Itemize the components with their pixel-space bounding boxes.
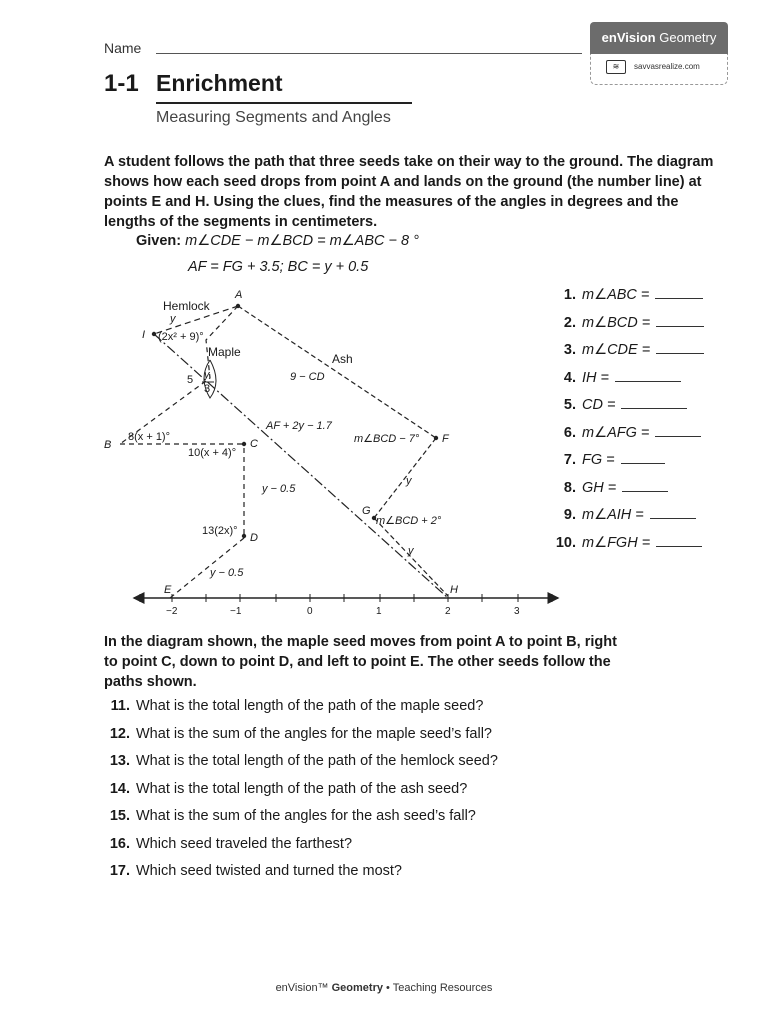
- expr-angle-D: 13(2x)°: [202, 525, 238, 537]
- given-equation-2: AF = FG + 3.5; BC = y + 0.5: [188, 259, 369, 275]
- expr-AF: AF + 2y − 1.7: [266, 420, 332, 432]
- tick-label: −2: [166, 606, 178, 617]
- question-text: GH =: [582, 479, 617, 496]
- question-item: [548, 339, 748, 367]
- title-rule: [156, 102, 412, 104]
- questions-right-list: [548, 284, 748, 559]
- brand-prefix: enVision: [601, 30, 656, 45]
- lesson-number: 1-1: [104, 70, 139, 97]
- question-text: Which seed traveled the farthest?: [136, 835, 353, 852]
- question-item: [104, 726, 664, 754]
- question-text: What is the total length of the path of the ash seed?: [136, 780, 468, 797]
- question-number: 6.: [563, 424, 576, 441]
- expr-angle-F: m∠BCD − 7°: [354, 433, 420, 445]
- answer-blank[interactable]: [650, 504, 696, 519]
- footer-course: Geometry: [331, 982, 383, 994]
- tick-label: 1: [376, 606, 382, 617]
- tick-label: 2: [445, 606, 451, 617]
- question-item: [104, 753, 664, 781]
- answer-blank[interactable]: [656, 532, 702, 547]
- point-label-I: I: [142, 329, 146, 341]
- question-number: 9.: [563, 507, 576, 523]
- name-line: [156, 53, 582, 54]
- question-item: [104, 698, 664, 726]
- question-text: m∠ABC =: [582, 287, 650, 303]
- question-item: [548, 367, 748, 395]
- point-label-H: H: [450, 584, 458, 596]
- question-number: 1.: [563, 287, 576, 303]
- question-item: [548, 449, 748, 477]
- lesson-subtitle: Measuring Segments and Angles: [156, 109, 391, 126]
- question-number: 12.: [109, 725, 130, 742]
- question-number: 2.: [563, 314, 576, 331]
- answer-blank[interactable]: [622, 477, 668, 492]
- expr-maple-five: 5: [187, 374, 194, 386]
- expr-maple-frac-num: y: [204, 369, 210, 381]
- question-text: What is the total length of the path of the hemlock seed?: [136, 753, 498, 769]
- expr-hemlock-y: y: [170, 313, 176, 325]
- question-text: m∠CDE =: [582, 342, 651, 358]
- expr-angle-B: 8(x + 1)°: [128, 431, 170, 443]
- answer-blank[interactable]: [621, 394, 687, 409]
- expr-DE: y − 0.5: [210, 567, 244, 579]
- question-item: [104, 781, 664, 809]
- given-line-1: [136, 233, 419, 249]
- question-number: 13.: [109, 753, 130, 769]
- question-item: [104, 863, 664, 891]
- point-label-E: E: [164, 584, 172, 596]
- page-footer: [0, 982, 768, 994]
- answer-blank[interactable]: [655, 284, 703, 299]
- question-number: 15.: [109, 808, 130, 824]
- expr-BC: 10(x + 4)°: [188, 447, 237, 459]
- question-text: What is the sum of the angles for the ash seed’s fall?: [136, 808, 476, 824]
- expr-FG: y: [406, 475, 412, 487]
- questions-bottom-list: [104, 698, 664, 891]
- expr-maple-frac-den: 3: [204, 383, 211, 395]
- tick-label: 0: [307, 606, 313, 617]
- question-item: [548, 312, 748, 340]
- maple-description: In the diagram shown, the maple seed moves from point A to point B, right to point C, down to point D, and left to point E. The other seeds follow the paths shown.: [104, 634, 617, 690]
- question-number: 3.: [563, 342, 576, 358]
- question-text: Which seed twisted and turned the most?: [136, 863, 402, 879]
- question-number: 4.: [563, 369, 576, 386]
- intro-paragraph: A student follows the path that three seeds take on their way to the ground. The diagram shows how each seed drops from point A and lands on the ground (the number line) at points E and H. Using the clues, find the measures of the angles in degrees and the lengths of the segments in centimeters.: [104, 154, 714, 230]
- question-number: 5.: [563, 397, 576, 413]
- question-text: CD =: [582, 397, 616, 413]
- point-label-A: A: [235, 289, 243, 301]
- given-equation-1: m∠CDE − m∠BCD = m∠ABC − 8 °: [185, 233, 419, 249]
- seed-label-hemlock: Hemlock: [163, 299, 210, 313]
- answer-blank[interactable]: [621, 449, 665, 464]
- name-label: Name: [104, 40, 142, 56]
- question-item: [548, 284, 748, 312]
- question-number: 8.: [563, 479, 576, 496]
- question-text: m∠FGH =: [582, 534, 651, 551]
- question-text: m∠AIH =: [582, 507, 644, 523]
- question-text: What is the sum of the angles for the maple seed’s fall?: [136, 725, 492, 742]
- question-item: [548, 532, 748, 560]
- question-item: [548, 504, 748, 532]
- answer-blank[interactable]: [656, 339, 704, 354]
- question-text: What is the total length of the path of the maple seed?: [136, 698, 484, 714]
- footer-brand: enVision™: [275, 982, 329, 994]
- answer-blank[interactable]: [615, 367, 681, 382]
- question-number: 17.: [109, 863, 130, 879]
- laptop-icon: ≋: [606, 60, 626, 74]
- question-item: [548, 477, 748, 505]
- footer-rest: • Teaching Resources: [386, 982, 493, 994]
- answer-blank[interactable]: [655, 422, 701, 437]
- tick-label: −1: [230, 606, 242, 617]
- question-number: 10.: [555, 534, 576, 551]
- point-label-F: F: [442, 433, 449, 445]
- question-item: [548, 422, 748, 450]
- point-label-C: C: [250, 438, 258, 450]
- question-text: m∠BCD =: [582, 314, 651, 331]
- point-label-D: D: [250, 532, 258, 544]
- expr-GH: y: [408, 545, 414, 557]
- brand-suffix: Geometry: [659, 30, 717, 45]
- tick-label: 3: [514, 606, 520, 617]
- question-item: [104, 808, 664, 836]
- question-text: IH =: [582, 369, 609, 386]
- question-number: 14.: [109, 780, 130, 797]
- seed-label-maple: Maple: [208, 345, 241, 359]
- lesson-title: Enrichment: [156, 70, 283, 96]
- expr-angle-G: m∠BCD + 2°: [376, 515, 442, 527]
- brand-badge: [590, 22, 728, 54]
- question-number: 7.: [563, 452, 576, 468]
- given-label: Given:: [136, 233, 182, 249]
- expr-angle-I: (2x² + 9)°: [158, 331, 204, 343]
- question-item: [104, 836, 664, 864]
- seed-label-ash: Ash: [332, 352, 353, 366]
- question-item: [548, 394, 748, 422]
- realize-url: savvasrealize.com: [634, 62, 700, 71]
- question-number: 11.: [110, 698, 130, 714]
- expr-CD: y − 0.5: [262, 483, 296, 495]
- answer-blank[interactable]: [656, 312, 704, 327]
- question-number: 16.: [109, 835, 130, 852]
- expr-ash-segment: 9 − CD: [290, 371, 325, 383]
- seed-path-diagram: [90, 282, 570, 622]
- ash-path: [238, 306, 448, 596]
- question-text: FG =: [582, 452, 615, 468]
- point-label-B: B: [104, 439, 112, 451]
- question-text: m∠AFG =: [582, 424, 650, 441]
- point-label-G: G: [362, 505, 371, 517]
